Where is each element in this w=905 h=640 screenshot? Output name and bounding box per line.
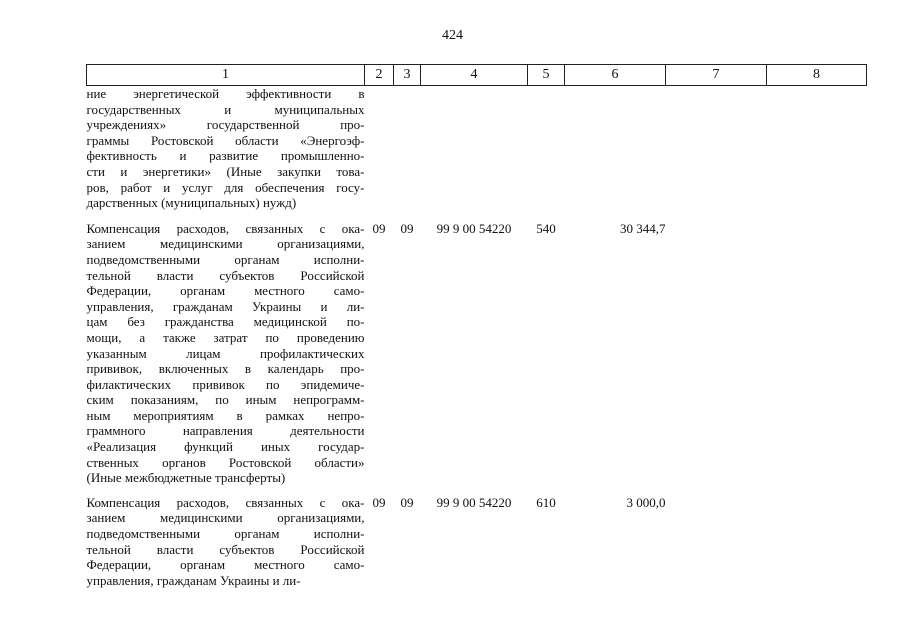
description-line: цам без гражданства медицинской по- [86, 314, 365, 330]
description-line: фективность и развитие промышленно- [86, 148, 365, 164]
description-line: занием медицинскими организациями, [86, 236, 365, 252]
row-description [87, 221, 365, 495]
description-line: ние энергетической эффективности в [86, 86, 365, 101]
page-number: 424 [442, 28, 463, 43]
description-line: Компенсация расходов, связанных с ока- [86, 494, 365, 510]
amount-col-6: 3 000,0 [626, 494, 666, 510]
description-line: управления, гражданам Украины и ли- [86, 572, 301, 588]
description-line: сти и энергетики» (Иные закупки това- [86, 163, 365, 179]
amount-col-8 [767, 86, 867, 221]
expense-type-code: 540 [536, 220, 556, 236]
row-description [87, 86, 365, 221]
expense-type-code: 610 [536, 494, 556, 510]
column-header-6: 6 [565, 65, 666, 86]
column-header-2: 2 [365, 65, 394, 86]
description-line: указанным лицам профилактических [86, 345, 365, 361]
description-line: филактических прививок по эпидемиче- [86, 376, 365, 392]
expense-type-code [528, 86, 565, 221]
column-header-3: 3 [394, 65, 421, 86]
description-line: управления, гражданам Украины и ли- [86, 298, 365, 314]
amount-col-6: 30 344,7 [620, 220, 666, 236]
table-row [87, 86, 867, 221]
subsection-code [394, 86, 421, 221]
row-description [87, 495, 365, 598]
column-header-4: 4 [421, 65, 528, 86]
table-header [87, 65, 867, 86]
description-line: занием медицинскими организациями, [86, 510, 365, 526]
table-row [87, 221, 867, 495]
section-code: 09 [372, 220, 386, 236]
section-code [365, 86, 394, 221]
table-row [87, 495, 867, 598]
description-line: ским показаниям, по иным непрограмм- [86, 392, 365, 408]
amount-col-7 [666, 221, 767, 495]
column-header-8: 8 [767, 65, 867, 86]
amount-col-6 [565, 86, 666, 221]
table-body [87, 86, 867, 598]
column-header-1: 1 [87, 65, 365, 86]
subsection-code: 09 [400, 220, 414, 236]
description-line: Компенсация расходов, связанных с ока- [86, 220, 365, 236]
amount-col-7 [666, 86, 767, 221]
description-line: тельной власти субъектов Российской [86, 267, 365, 283]
description-line: «Реализация функций иных государ- [86, 439, 365, 455]
header-row [87, 65, 867, 86]
section-code: 09 [372, 494, 386, 510]
description-line: подведомственными органам исполни- [86, 251, 365, 267]
description-line: дарственных (муниципальных) нужд) [86, 195, 297, 211]
description-line: учреждениях» государственной про- [86, 117, 365, 133]
description-line: граммы Ростовской области «Энергоэф- [86, 132, 365, 148]
target-article-code [421, 86, 528, 221]
amount-col-8 [767, 495, 867, 598]
description-line: Федерации, органам местного само- [86, 283, 365, 299]
description-line: прививок, включенных в календарь про- [86, 361, 365, 377]
description-line: ственных органов Ростовской области» [86, 454, 365, 470]
column-header-5: 5 [528, 65, 565, 86]
budget-table [86, 64, 867, 597]
description-line: подведомственными органам исполни- [86, 526, 365, 542]
subsection-code: 09 [400, 494, 414, 510]
description-line: государственных и муниципальных [86, 101, 365, 117]
description-line: Федерации, органам местного само- [86, 557, 365, 573]
description-line: ров, работ и услуг для обеспечения госу- [86, 179, 365, 195]
description-line: (Иные межбюджетные трансферты) [86, 470, 286, 486]
column-header-7: 7 [666, 65, 767, 86]
target-article-code: 99 9 00 54220 [436, 220, 512, 236]
target-article-code: 99 9 00 54220 [436, 494, 512, 510]
description-line: ным мероприятиям в рамках непро- [86, 407, 365, 423]
amount-col-8 [767, 221, 867, 495]
description-line: граммного направления деятельности [86, 423, 365, 439]
description-line: мощи, а также затрат по проведению [86, 329, 365, 345]
amount-col-7 [666, 495, 767, 598]
description-line: тельной власти субъектов Российской [86, 541, 365, 557]
